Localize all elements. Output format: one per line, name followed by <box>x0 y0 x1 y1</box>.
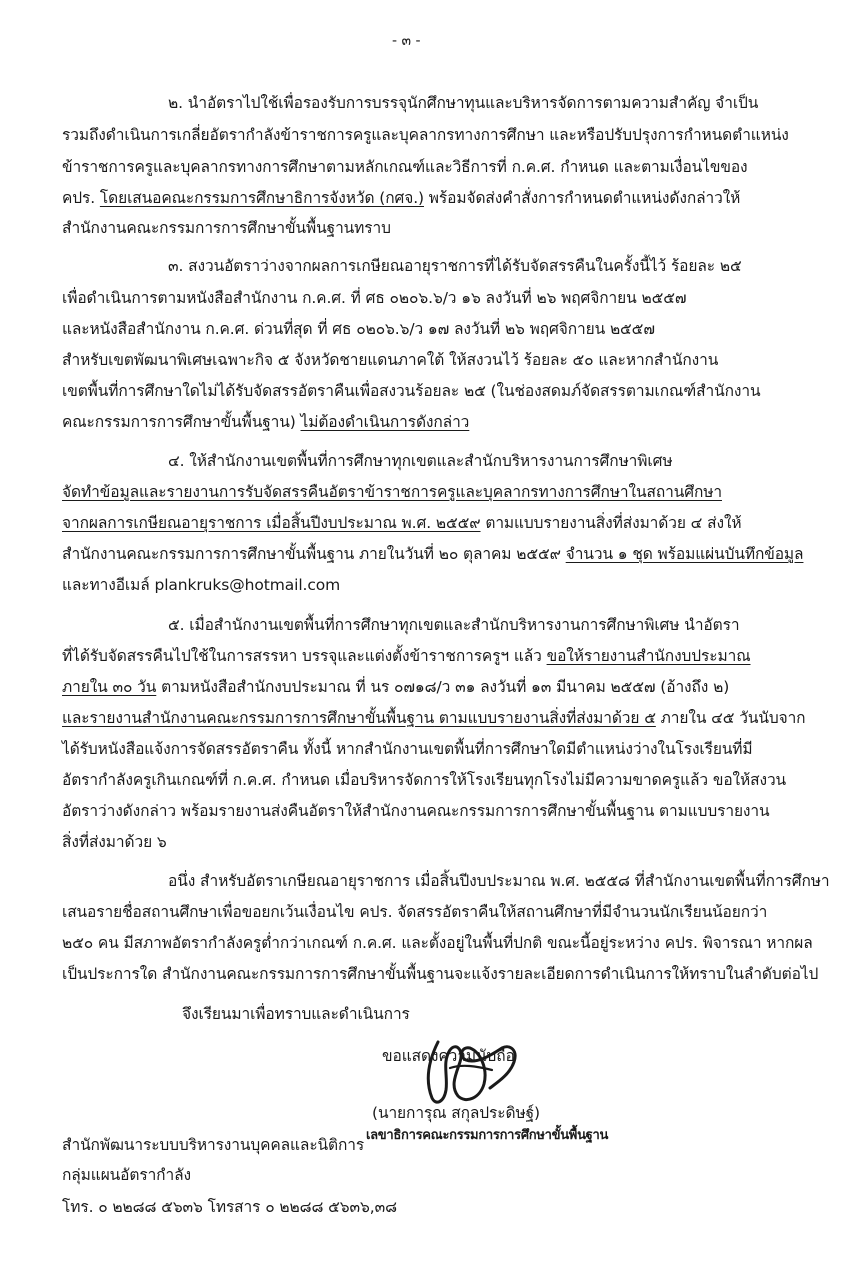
closing-text: จึงเรียนมาเพื่อทราบและดำเนินการ <box>182 1005 410 1023</box>
p5-line-1: ๕. เมื่อสำนักงานเขตพื้นที่การศึกษาทุกเขตและสำนักบริหารงานการศึกษาพิเศษ นำอัตรา <box>168 616 740 634</box>
p2-line-5: สำนักงานคณะกรรมการการศึกษาขั้นพื้นฐานทราบ <box>62 219 391 237</box>
p4-line-4-c: จำนวน ๑ ชุด พร้อมแผ่นบันทึกข้อมูล <box>565 545 804 563</box>
p5-line-2-b: ขอให้รายงานสำนักงบประมาณ <box>546 647 751 665</box>
p6-line-1: อนึ่ง สำหรับอัตราเกษียณอายุราชการ เมื่อสิ้นปีงบประมาณ พ.ศ. ๒๕๕๘ ที่สำนักงานเขตพื้นที่การศึกษา <box>168 872 830 890</box>
p6-line-3: ๒๕๐ คน มีสภาพอัตรากำลังครูต่ำกว่าเกณฑ์ ก.ค.ศ. และตั้งอยู่ในพื้นที่ปกติ ขณะนี้อยู่ระหว่าง คปร. พิจารณา หากผล <box>62 934 813 952</box>
p4-line-3-a: จากผลการเกษียณอายุราชการ เมื่อสิ้นปีงบประมาณ พ.ศ. ๒๕๕๙ <box>62 514 481 532</box>
p5-line-3-a: ภายใน ๓๐ วัน <box>62 678 157 696</box>
p5-line-8: สิ่งที่ส่งมาด้วย ๖ <box>62 833 167 851</box>
footer-group: กลุ่มแผนอัตรากำลัง <box>62 1166 192 1184</box>
p2-line-1: ๒. นำอัตราไปใช้เพื่อรองรับการบรรจุนักศึกษาทุนและบริหารจัดการตามความสำคัญ จำเป็น <box>168 94 759 112</box>
footer-phone: โทร. ๐ ๒๒๘๘ ๕๖๓๖ โทรสาร ๐ ๒๒๘๘ ๕๖๓๖,๓๘ <box>62 1198 397 1216</box>
p4-line-1: ๔. ให้สำนักงานเขตพื้นที่การศึกษาทุกเขตและสำนักบริหารงานการศึกษาพิเศษ <box>168 452 673 470</box>
p2-line-2: รวมถึงดำเนินการเกลี่ยอัตรากำลังข้าราชการครูและบุคลากรทางการศึกษา และหรือปรับปรุงการกำหนดตำแหน่ง <box>62 126 789 144</box>
p3-line-1: ๓. สงวนอัตราว่างจากผลการเกษียณอายุราชการที่ได้รับจัดสรรคืนในครั้งนี้ไว้ ร้อยละ ๒๕ <box>168 257 742 275</box>
p3-underlined-no-action: ไม่ต้องดำเนินการดังกล่าว <box>300 413 470 431</box>
p5-line-4-b: ตามแบบรายงานสิ่งที่ส่งมาด้วย ๕ <box>434 709 656 727</box>
regards-text: ขอแสดงความนับถือ <box>382 1047 515 1065</box>
p5-line-4 <box>62 707 805 729</box>
p5-line-2-a: ที่ได้รับจัดสรรคืนไปใช้ในการสรรหา บรรจุและแต่งตั้งข้าราชการครูฯ แล้ว <box>62 647 547 665</box>
p3-line-6-a: คณะกรรมการการศึกษาขั้นพื้นฐาน) <box>62 413 301 431</box>
signer-position: เลขาธิการคณะกรรมการการศึกษาขั้นพื้นฐาน <box>366 1128 609 1143</box>
p5-line-2 <box>62 645 751 667</box>
p4-line-5: และทางอีเมล์ plankruks@hotmail.com <box>62 576 341 594</box>
p3-line-4: สำหรับเขตพัฒนาพิเศษเฉพาะกิจ ๕ จังหวัดชายแดนภาคใต้ ให้สงวนไว้ ร้อยละ ๕๐ และหากสำนักงาน <box>62 351 719 369</box>
p5-line-7: อัตราว่างดังกล่าว พร้อมรายงานส่งคืนอัตราให้สำนักงานคณะกรรมการการศึกษาขั้นพื้นฐาน ตามแบบรายงาน <box>62 802 770 820</box>
p3-line-3: และหนังสือสำนักงาน ก.ค.ศ. ด่วนที่สุด ที่ ศธ ๐๒๐๖.๖/ว ๑๗ ลงวันที่ ๒๖ พฤศจิกายน ๒๕๕๗ <box>62 320 655 338</box>
p4-line-2: จัดทำข้อมูลและรายงานการรับจัดสรรคืนอัตราข้าราชการครูและบุคลากรทางการศึกษาในสถานศึกษา <box>62 483 722 501</box>
signer-name: (นายการุณ สกุลประดิษฐ์) <box>372 1104 540 1122</box>
p5-line-4-c: ภายใน ๔๕ วันนับจาก <box>655 709 806 727</box>
footer-office: สำนักพัฒนาระบบบริหารงานบุคคลและนิติการ <box>62 1136 365 1154</box>
p3-line-6 <box>62 411 469 433</box>
p2-line-4 <box>62 187 740 209</box>
page-number: - ๓ - <box>392 33 421 49</box>
p4-line-4-a: สำนักงานคณะกรรมการการศึกษาขั้นพื้นฐาน ภายในวันที่ <box>62 545 439 563</box>
p2-line-4-a: คปร. <box>62 189 100 207</box>
p5-line-3-b: ตามหนังสือสำนักงบประมาณ ที่ นร ๐๗๑๘/ว ๓๑ ลงวันที่ ๑๓ มีนาคม ๒๕๕๗ (อ้างถึง ๒) <box>156 678 730 696</box>
p3-line-5: เขตพื้นที่การศึกษาใดไม่ได้รับจัดสรรอัตราคืนเพื่อสงวนร้อยละ ๒๕ (ในช่องสดมภ์จัดสรรตามเกณฑ์สำนักงาน <box>62 382 761 400</box>
p4-line-3-b: ตามแบบรายงานสิ่งที่ส่งมาด้วย ๔ ส่งให้ <box>480 514 742 532</box>
p4-line-3 <box>62 512 742 534</box>
p2-underlined-proposal: โดยเสนอคณะกรรมการศึกษาธิการจังหวัด (กศจ.) <box>99 189 424 207</box>
p4-line-4 <box>62 543 803 565</box>
p6-line-4: เป็นประการใด สำนักงานคณะกรรมการการศึกษาขั้นพื้นฐานจะแจ้งรายละเอียดการดำเนินการให้ทราบในลำดับต่อไป <box>62 965 819 983</box>
p4-deadline-date: ๒๐ ตุลาคม ๒๕๕๙ <box>438 545 566 563</box>
p5-line-6: อัตรากำลังครูเกินเกณฑ์ที่ ก.ค.ศ. กำหนด เมื่อบริหารจัดการให้โรงเรียนทุกโรงไม่มีความขาดครูแล้ว ขอให้สงวน <box>62 771 787 789</box>
p2-line-3: ข้าราชการครูและบุคลากรทางการศึกษาตามหลักเกณฑ์และวิธีการที่ ก.ค.ศ. กำหนด และตามเงื่อนไขของ <box>62 158 748 176</box>
p2-line-4-c: พร้อมจัดส่งคำสั่งการกำหนดตำแหน่งดังกล่าวให้ <box>423 189 741 207</box>
p6-line-2: เสนอรายชื่อสถานศึกษาเพื่อขอยกเว้นเงื่อนไข คปร. จัดสรรอัตราคืนให้สถานศึกษาที่มีจำนวนนักเรียนน้อยกว่า <box>62 903 768 921</box>
p5-line-4-a: และรายงานสำนักงานคณะกรรมการการศึกษาขั้นพื้นฐาน <box>62 709 435 727</box>
p5-line-3 <box>62 676 729 698</box>
p5-line-5: ได้รับหนังสือแจ้งการจัดสรรอัตราคืน ทั้งนี้ หากสำนักงานเขตพื้นที่การศึกษาใดมีตำแหน่งว่างในโรงเรียนที่มี <box>62 740 753 758</box>
p3-line-2: เพื่อดำเนินการตามหนังสือสำนักงาน ก.ค.ศ. ที่ ศธ ๐๒๐๖.๖/ว ๑๖ ลงวันที่ ๒๖ พฤศจิกายน ๒๕๕๗ <box>62 289 687 307</box>
handwritten-signature <box>410 1028 530 1110</box>
